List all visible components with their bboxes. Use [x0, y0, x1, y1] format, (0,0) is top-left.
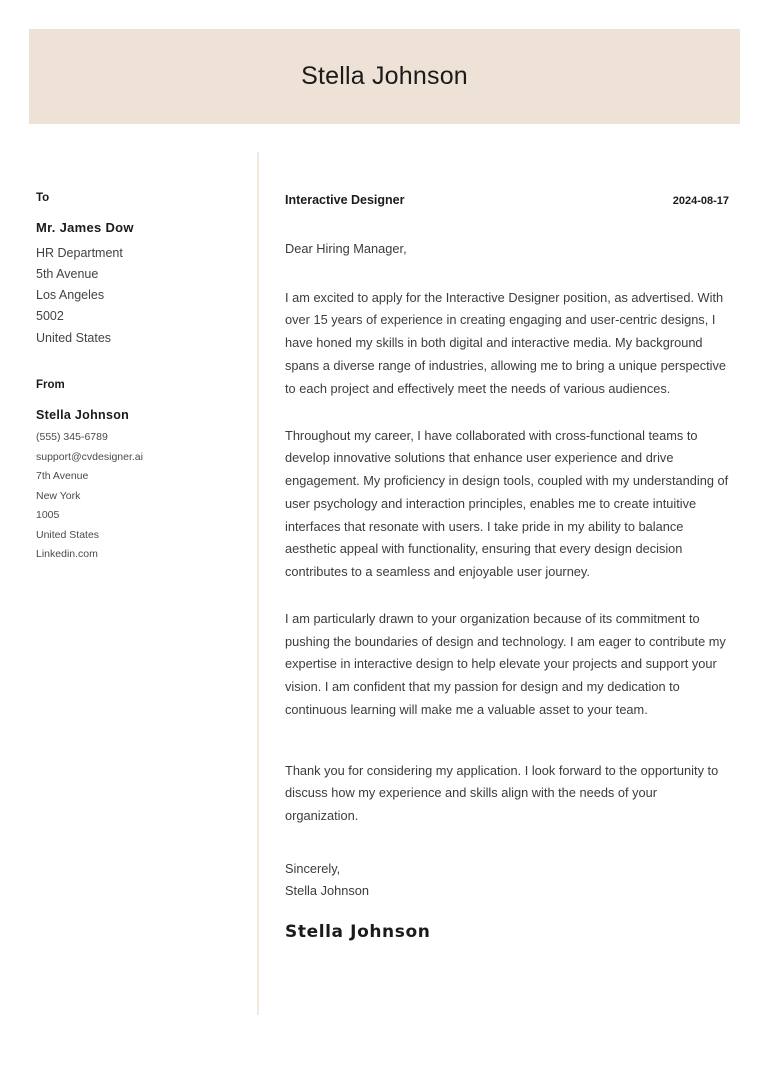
sender-phone: (555) 345-6789	[36, 431, 108, 444]
page-title: Stella Johnson	[301, 62, 468, 90]
recipient-heading: To	[36, 192, 50, 204]
column-divider	[257, 152, 259, 1015]
salutation: Dear Hiring Manager,	[285, 241, 407, 257]
recipient-line: United States	[36, 330, 112, 345]
sender-website: Linkedin.com	[36, 547, 98, 560]
signoff-word: Sincerely,	[285, 861, 341, 876]
letter-date: 2024-08-17	[672, 195, 729, 207]
header-banner	[29, 29, 740, 124]
sender-line: New York	[36, 489, 81, 502]
recipient-name: Mr. James Dow	[36, 219, 134, 235]
letter-body	[285, 192, 729, 942]
closing-paragraph: Thank you for considering my application. I look forward to the opportunity to discuss how my experience and skills align with the needs of your organization.	[285, 762, 719, 824]
signature: Stella Johnson	[285, 922, 431, 942]
sender-line: 1005	[36, 509, 60, 522]
letter-paragraph: I am excited to apply for the Interactive Designer position, as advertised. With over 15 years of experience in creating engaging and user-centric designs, I have honed my skills in both digital and interactive media. My background spans a diverse range of industries, allowing me to bring a unique perspective to each project and effectively meet the needs of various audiences.	[285, 289, 727, 396]
recipient-line: Los Angeles	[36, 288, 105, 303]
recipient-line: 5th Avenue	[36, 266, 99, 281]
job-title: Interactive Designer	[285, 193, 405, 207]
sender-email: support@cvdesigner.ai	[36, 450, 143, 463]
letter-header-row	[285, 192, 729, 208]
signoff-name: Stella Johnson	[285, 883, 369, 898]
sender-line: United States	[36, 528, 100, 541]
letter-paragraph: Throughout my career, I have collaborated with cross-functional teams to develop innovative solutions that enhance user experience and drive engagement. My proficiency in design tools, coupled with my understanding of user psychology and interaction principles, enables me to create intuitive interfaces that resonate with users. I take pride in my ability to balance aesthetic appeal with functionality, ensuring that every design decision contributes to a seamless and enjoyable user journey.	[285, 427, 729, 580]
recipient-block	[36, 192, 236, 349]
recipient-line: HR Department	[36, 245, 123, 260]
sender-block	[36, 379, 236, 565]
sidebar	[36, 192, 236, 564]
letter-paragraph: I am particularly drawn to your organization because of its commitment to pushing the boundaries of design and technology. I am eager to contribute my expertise in interactive design to help elevate your projects and support your vision. I am confident that my passion for design and my dedication to continuous learning will make me a valuable asset to your team.	[285, 610, 726, 717]
sender-name: Stella Johnson	[36, 407, 130, 422]
sender-heading: From	[36, 378, 65, 391]
sender-line: 7th Avenue	[36, 470, 89, 483]
recipient-line: 5002	[36, 309, 64, 324]
